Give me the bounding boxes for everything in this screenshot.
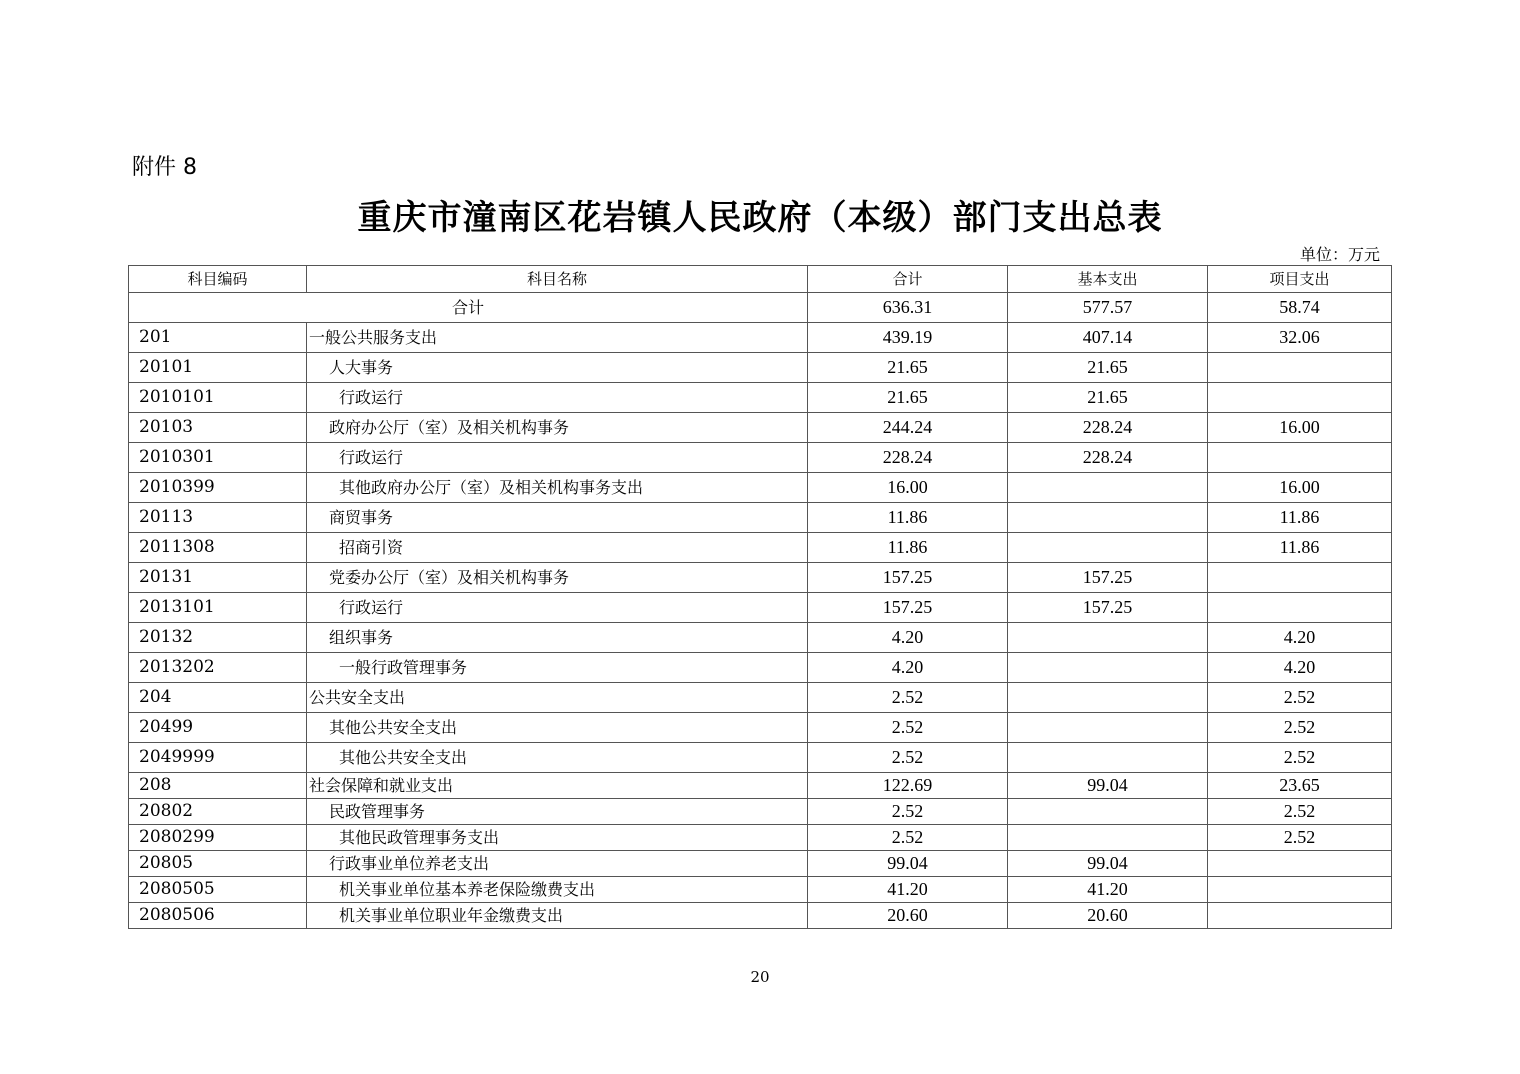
table-row bbox=[129, 623, 1392, 653]
row-code: 20113 bbox=[129, 503, 307, 533]
row-project: 4.20 bbox=[1208, 623, 1392, 653]
row-basic: 21.65 bbox=[1008, 383, 1208, 413]
row-basic: 99.04 bbox=[1008, 773, 1208, 799]
table-row bbox=[129, 743, 1392, 773]
total-label: 合计 bbox=[129, 293, 808, 323]
row-basic: 228.24 bbox=[1008, 443, 1208, 473]
row-project bbox=[1208, 383, 1392, 413]
row-code: 2080506 bbox=[129, 903, 307, 929]
row-total: 2.52 bbox=[808, 825, 1008, 851]
row-basic bbox=[1008, 533, 1208, 563]
header-total: 合计 bbox=[808, 266, 1008, 293]
row-total: 2.52 bbox=[808, 683, 1008, 713]
total-row bbox=[129, 293, 1392, 323]
table-header-row bbox=[129, 266, 1392, 293]
row-basic bbox=[1008, 503, 1208, 533]
table-row bbox=[129, 383, 1392, 413]
row-total: 2.52 bbox=[808, 743, 1008, 773]
expenditure-table bbox=[128, 265, 1392, 929]
row-name: 招商引资 bbox=[307, 533, 808, 563]
row-total: 439.19 bbox=[808, 323, 1008, 353]
row-code: 2013202 bbox=[129, 653, 307, 683]
row-name: 其他公共安全支出 bbox=[307, 713, 808, 743]
row-project bbox=[1208, 443, 1392, 473]
row-code: 2011308 bbox=[129, 533, 307, 563]
row-total: 21.65 bbox=[808, 383, 1008, 413]
row-project bbox=[1208, 563, 1392, 593]
row-name: 机关事业单位基本养老保险缴费支出 bbox=[307, 877, 808, 903]
row-project bbox=[1208, 353, 1392, 383]
header-code: 科目编码 bbox=[129, 266, 307, 293]
row-name: 一般行政管理事务 bbox=[307, 653, 808, 683]
row-basic: 228.24 bbox=[1008, 413, 1208, 443]
row-basic bbox=[1008, 653, 1208, 683]
row-name: 商贸事务 bbox=[307, 503, 808, 533]
row-code: 204 bbox=[129, 683, 307, 713]
row-name: 党委办公厅（室）及相关机构事务 bbox=[307, 563, 808, 593]
row-project: 2.52 bbox=[1208, 825, 1392, 851]
row-total: 2.52 bbox=[808, 713, 1008, 743]
table-row bbox=[129, 773, 1392, 799]
row-name: 行政运行 bbox=[307, 443, 808, 473]
table-row bbox=[129, 443, 1392, 473]
row-project: 11.86 bbox=[1208, 533, 1392, 563]
row-name: 其他政府办公厅（室）及相关机构事务支出 bbox=[307, 473, 808, 503]
row-project: 11.86 bbox=[1208, 503, 1392, 533]
row-code: 208 bbox=[129, 773, 307, 799]
table-row bbox=[129, 851, 1392, 877]
row-total: 20.60 bbox=[808, 903, 1008, 929]
row-total: 122.69 bbox=[808, 773, 1008, 799]
row-project: 16.00 bbox=[1208, 413, 1392, 443]
row-project: 23.65 bbox=[1208, 773, 1392, 799]
row-total: 11.86 bbox=[808, 533, 1008, 563]
row-total: 157.25 bbox=[808, 563, 1008, 593]
table-row bbox=[129, 413, 1392, 443]
row-code: 2010399 bbox=[129, 473, 307, 503]
row-total: 21.65 bbox=[808, 353, 1008, 383]
header-project: 项目支出 bbox=[1208, 266, 1392, 293]
row-code: 2049999 bbox=[129, 743, 307, 773]
table-row bbox=[129, 653, 1392, 683]
row-total: 244.24 bbox=[808, 413, 1008, 443]
row-name: 公共安全支出 bbox=[307, 683, 808, 713]
total-basic: 577.57 bbox=[1008, 293, 1208, 323]
row-basic: 41.20 bbox=[1008, 877, 1208, 903]
table-row bbox=[129, 503, 1392, 533]
row-name: 社会保障和就业支出 bbox=[307, 773, 808, 799]
row-basic: 21.65 bbox=[1008, 353, 1208, 383]
row-project bbox=[1208, 851, 1392, 877]
table-row bbox=[129, 353, 1392, 383]
row-project: 16.00 bbox=[1208, 473, 1392, 503]
header-name: 科目名称 bbox=[307, 266, 808, 293]
total-total: 636.31 bbox=[808, 293, 1008, 323]
page-number: 20 bbox=[750, 968, 770, 986]
table-row bbox=[129, 799, 1392, 825]
row-total: 228.24 bbox=[808, 443, 1008, 473]
row-name: 一般公共服务支出 bbox=[307, 323, 808, 353]
row-project: 2.52 bbox=[1208, 743, 1392, 773]
total-project: 58.74 bbox=[1208, 293, 1392, 323]
row-name: 行政运行 bbox=[307, 383, 808, 413]
row-basic bbox=[1008, 743, 1208, 773]
row-total: 99.04 bbox=[808, 851, 1008, 877]
table-row bbox=[129, 877, 1392, 903]
row-code: 20805 bbox=[129, 851, 307, 877]
row-code: 2010101 bbox=[129, 383, 307, 413]
row-basic bbox=[1008, 473, 1208, 503]
row-name: 组织事务 bbox=[307, 623, 808, 653]
row-basic: 407.14 bbox=[1008, 323, 1208, 353]
row-basic: 20.60 bbox=[1008, 903, 1208, 929]
row-project: 2.52 bbox=[1208, 683, 1392, 713]
row-code: 2080299 bbox=[129, 825, 307, 851]
row-total: 4.20 bbox=[808, 623, 1008, 653]
table-row bbox=[129, 903, 1392, 929]
row-basic: 157.25 bbox=[1008, 593, 1208, 623]
table-row bbox=[129, 563, 1392, 593]
row-name: 民政管理事务 bbox=[307, 799, 808, 825]
row-name: 机关事业单位职业年金缴费支出 bbox=[307, 903, 808, 929]
row-code: 20802 bbox=[129, 799, 307, 825]
row-basic: 99.04 bbox=[1008, 851, 1208, 877]
row-name: 行政运行 bbox=[307, 593, 808, 623]
attachment-label: 附件 8 bbox=[132, 155, 197, 180]
row-basic bbox=[1008, 623, 1208, 653]
table-row bbox=[129, 473, 1392, 503]
table-row bbox=[129, 683, 1392, 713]
row-project: 2.52 bbox=[1208, 799, 1392, 825]
row-project: 32.06 bbox=[1208, 323, 1392, 353]
row-name: 其他民政管理事务支出 bbox=[307, 825, 808, 851]
row-code: 20131 bbox=[129, 563, 307, 593]
row-basic bbox=[1008, 825, 1208, 851]
row-total: 2.52 bbox=[808, 799, 1008, 825]
row-basic bbox=[1008, 799, 1208, 825]
row-code: 2080505 bbox=[129, 877, 307, 903]
row-total: 41.20 bbox=[808, 877, 1008, 903]
row-name: 其他公共安全支出 bbox=[307, 743, 808, 773]
row-code: 201 bbox=[129, 323, 307, 353]
row-code: 20103 bbox=[129, 413, 307, 443]
row-code: 20101 bbox=[129, 353, 307, 383]
row-project bbox=[1208, 877, 1392, 903]
row-project bbox=[1208, 903, 1392, 929]
row-basic: 157.25 bbox=[1008, 563, 1208, 593]
table-row bbox=[129, 713, 1392, 743]
row-basic bbox=[1008, 713, 1208, 743]
row-basic bbox=[1008, 683, 1208, 713]
row-name: 政府办公厅（室）及相关机构事务 bbox=[307, 413, 808, 443]
row-code: 2013101 bbox=[129, 593, 307, 623]
table-row bbox=[129, 825, 1392, 851]
row-project: 2.52 bbox=[1208, 713, 1392, 743]
header-basic: 基本支出 bbox=[1008, 266, 1208, 293]
row-name: 人大事务 bbox=[307, 353, 808, 383]
row-total: 16.00 bbox=[808, 473, 1008, 503]
row-code: 20499 bbox=[129, 713, 307, 743]
row-project: 4.20 bbox=[1208, 653, 1392, 683]
table-row bbox=[129, 323, 1392, 353]
row-code: 2010301 bbox=[129, 443, 307, 473]
table-row bbox=[129, 593, 1392, 623]
row-total: 11.86 bbox=[808, 503, 1008, 533]
row-project bbox=[1208, 593, 1392, 623]
unit-label: 单位：万元 bbox=[1299, 245, 1380, 264]
row-total: 4.20 bbox=[808, 653, 1008, 683]
table-row bbox=[129, 533, 1392, 563]
row-total: 157.25 bbox=[808, 593, 1008, 623]
row-name: 行政事业单位养老支出 bbox=[307, 851, 808, 877]
page-title: 重庆市潼南区花岩镇人民政府（本级）部门支出总表 bbox=[357, 198, 1163, 238]
row-code: 20132 bbox=[129, 623, 307, 653]
